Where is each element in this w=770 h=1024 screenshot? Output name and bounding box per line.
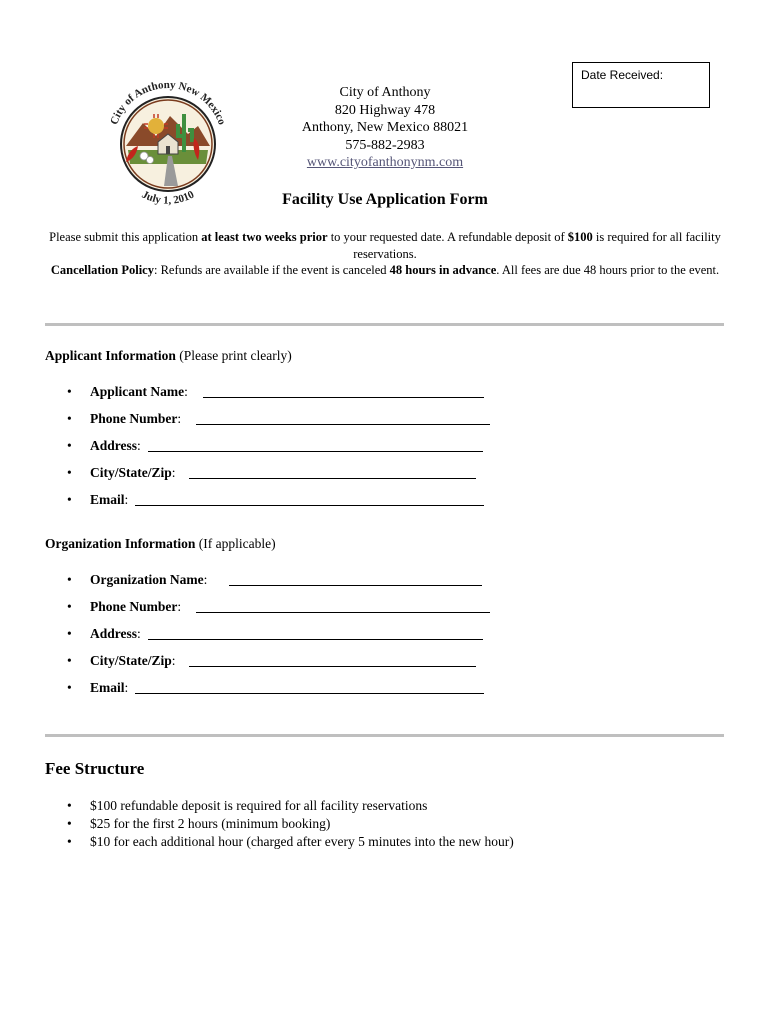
field-separator: : bbox=[184, 384, 188, 399]
fee-item bbox=[45, 834, 725, 852]
organization-name-field bbox=[45, 572, 505, 599]
organization-city-state-zip-label bbox=[90, 653, 176, 669]
city-street: 820 Highway 478 bbox=[334, 102, 436, 118]
applicant-note: (Please print clearly) bbox=[175, 348, 292, 363]
field-label: Email bbox=[90, 492, 125, 507]
field-separator: : bbox=[203, 572, 208, 587]
divider bbox=[45, 323, 724, 326]
fee-item-text: $25 for the first 2 hours (minimum booking) bbox=[90, 816, 331, 831]
bullet: • bbox=[67, 384, 72, 399]
applicant-phone-label bbox=[90, 411, 181, 427]
organization-address-input[interactable] bbox=[148, 639, 483, 640]
field-label: Address bbox=[90, 438, 138, 453]
field-separator: : bbox=[137, 626, 141, 641]
applicant-phone-field bbox=[45, 411, 505, 438]
bullet: • bbox=[67, 411, 72, 426]
intro-text bbox=[40, 229, 730, 279]
city-phone: 575-882-2983 bbox=[345, 137, 425, 153]
fee-item bbox=[45, 816, 725, 834]
fee-item bbox=[45, 798, 725, 816]
cancellation-policy-part: : Refunds are available if the event is canceled bbox=[153, 263, 390, 277]
field-separator: : bbox=[124, 680, 129, 695]
date-received-box[interactable] bbox=[572, 62, 710, 108]
bullet: • bbox=[67, 680, 72, 695]
bullet: • bbox=[67, 599, 72, 614]
field-label: Address bbox=[90, 626, 138, 641]
organization-note: (If applicable) bbox=[195, 536, 276, 551]
field-separator: : bbox=[124, 492, 129, 507]
intro-p1-emphasis: at least two weeks prior bbox=[201, 230, 328, 244]
field-label: Applicant Name bbox=[90, 384, 185, 399]
intro-deposit-amount: $100 bbox=[567, 230, 593, 244]
bullet: • bbox=[67, 438, 72, 453]
organization-section-title bbox=[45, 536, 276, 552]
cancellation-policy-emphasis: 48 hours in advance bbox=[389, 263, 497, 277]
fee-item-text: $10 for each additional hour (charged after every 5 minutes into the new hour) bbox=[90, 834, 514, 849]
bullet: • bbox=[67, 834, 72, 849]
organization-email-input[interactable] bbox=[135, 693, 484, 694]
applicant-city-state-zip-label bbox=[90, 465, 176, 481]
field-label: Phone Number bbox=[90, 411, 178, 426]
seal-bottom-text: July 1, 2010 bbox=[139, 188, 197, 207]
applicant-address-input[interactable] bbox=[148, 451, 483, 452]
seal-top-text: City of Anthony New Mexico bbox=[108, 78, 228, 127]
applicant-name-label bbox=[90, 384, 188, 400]
organization-email-label bbox=[90, 680, 128, 696]
applicant-city-state-zip-field bbox=[45, 465, 505, 492]
organization-fields-list bbox=[45, 572, 505, 707]
field-label: Organization Name bbox=[90, 572, 204, 587]
bullet: • bbox=[67, 653, 72, 668]
applicant-email-field bbox=[45, 492, 505, 519]
organization-address-field bbox=[45, 626, 505, 653]
cancellation-policy bbox=[40, 262, 730, 279]
organization-phone-label bbox=[90, 599, 181, 615]
fee-structure-title: Fee Structure bbox=[45, 759, 145, 778]
city-website-link[interactable]: www.cityofanthonynm.com bbox=[306, 155, 464, 170]
organization-title: Organization Information bbox=[45, 536, 196, 551]
applicant-city-state-zip-input[interactable] bbox=[189, 478, 476, 479]
bullet: • bbox=[67, 572, 72, 587]
organization-phone-input[interactable] bbox=[196, 612, 490, 613]
field-label: City/State/Zip bbox=[90, 465, 172, 480]
bullet: • bbox=[67, 816, 72, 831]
organization-address-label bbox=[90, 626, 141, 642]
intro-p1-part: to your requested date. A refundable deposit of bbox=[327, 230, 568, 244]
applicant-email-label bbox=[90, 492, 128, 508]
cancellation-policy-label: Cancellation Policy bbox=[50, 263, 154, 277]
bullet: • bbox=[67, 492, 72, 507]
field-separator: : bbox=[171, 465, 176, 480]
applicant-email-input[interactable] bbox=[135, 505, 484, 506]
organization-name-input[interactable] bbox=[229, 585, 482, 586]
fee-item-text: $100 refundable deposit is required for all facility reservations bbox=[90, 798, 428, 813]
applicant-name-input[interactable] bbox=[203, 397, 484, 398]
field-separator: : bbox=[137, 438, 141, 453]
applicant-name-field bbox=[45, 384, 505, 411]
form-title: Facility Use Application Form bbox=[282, 191, 488, 208]
field-label: Email bbox=[90, 680, 125, 695]
city-state-zip: Anthony, New Mexico 88021 bbox=[301, 120, 469, 135]
date-received-label: Date Received: bbox=[581, 68, 664, 82]
applicant-fields-list bbox=[45, 384, 505, 519]
divider bbox=[45, 734, 724, 737]
organization-email-field bbox=[45, 680, 505, 707]
bullet: • bbox=[67, 798, 72, 813]
bullet: • bbox=[67, 626, 72, 641]
organization-city-state-zip-field bbox=[45, 653, 505, 680]
field-separator: : bbox=[177, 599, 182, 614]
organization-city-state-zip-input[interactable] bbox=[189, 666, 476, 667]
city-address-block bbox=[235, 84, 535, 172]
applicant-address-field bbox=[45, 438, 505, 465]
fee-structure-list bbox=[45, 798, 725, 852]
organization-name-label bbox=[90, 572, 207, 588]
field-separator: : bbox=[171, 653, 176, 668]
bullet: • bbox=[67, 465, 72, 480]
applicant-title: Applicant Information bbox=[45, 348, 176, 363]
city-name: City of Anthony bbox=[339, 85, 431, 100]
field-label: City/State/Zip bbox=[90, 653, 172, 668]
applicant-phone-input[interactable] bbox=[196, 424, 490, 425]
intro-p1-part: is required for all facility reservations. bbox=[353, 230, 721, 261]
intro-p1-part: Please submit this application bbox=[49, 230, 202, 244]
applicant-section-title bbox=[45, 348, 292, 364]
field-label: Phone Number bbox=[90, 599, 178, 614]
intro-paragraph-1 bbox=[40, 229, 730, 262]
applicant-address-label bbox=[90, 438, 141, 454]
field-separator: : bbox=[177, 411, 182, 426]
cancellation-policy-part: . All fees are due 48 hours prior to the event. bbox=[496, 263, 720, 277]
organization-phone-field bbox=[45, 599, 505, 626]
